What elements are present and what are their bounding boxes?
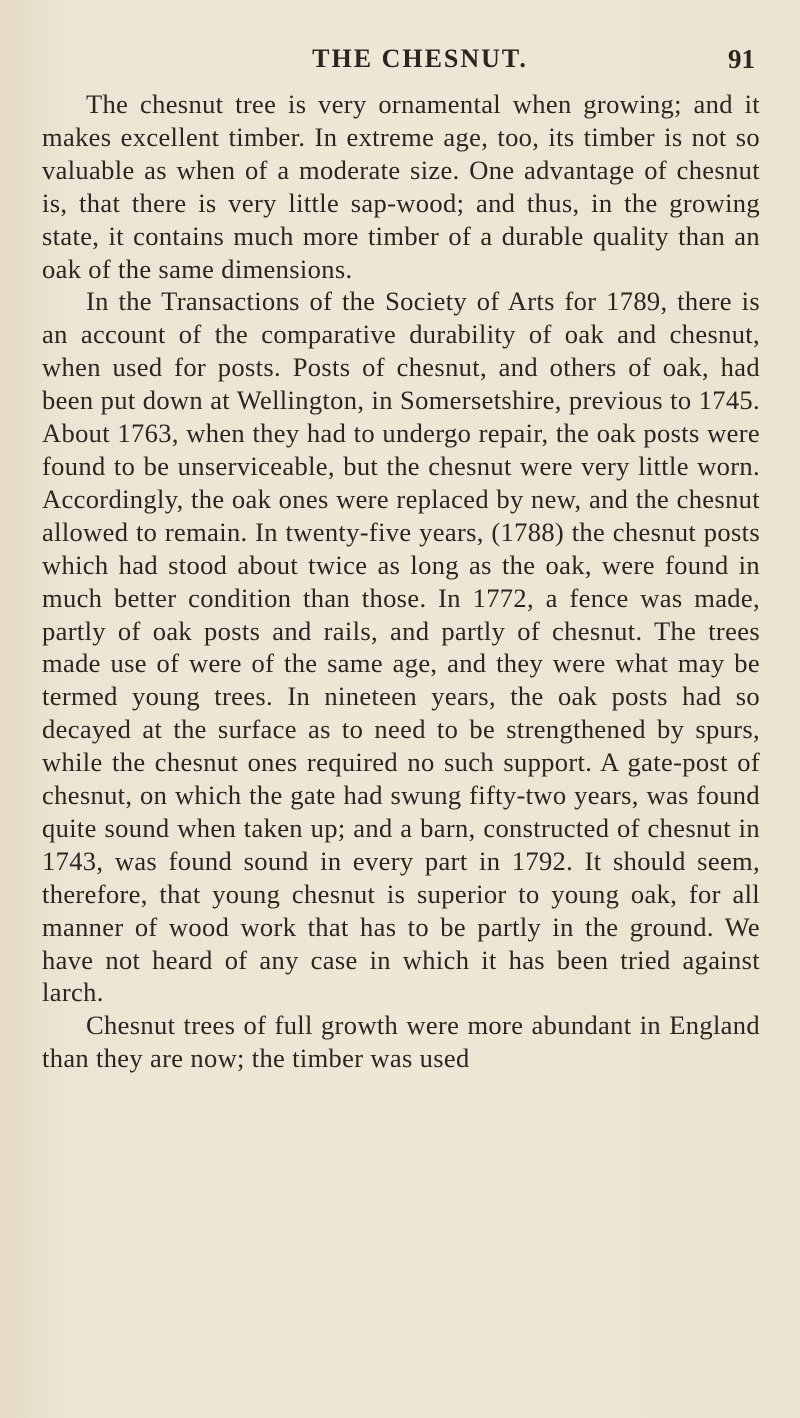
paragraph-1: The chesnut tree is very ornamental when growing; and it makes excellent timber. In extreme age, too, its timber is not so valuable as when of a moderate size. One advantage of chesnut is, that there is very little sap-wood; and thus, in the growing state, it contains much more timber of a durable quality than an oak of the same dimensions. <box>42 89 760 284</box>
page-number: 91 <box>728 44 755 74</box>
body-text <box>42 88 760 1075</box>
page-header <box>0 44 800 84</box>
paragraph-2: In the Transactions of the Society of Arts for 1789, there is an account of the comparative durability of oak and chesnut, when used for posts. Posts of chesnut, and others of oak, had been put down at Wellington, in Somersetshire, previous to 1745. About 1763, when they had to undergo repair, the oak posts were found to be unserviceable, but the chesnut were very little worn. Accordingly, the oak ones were replaced by new, and the chesnut allowed to remain. In twenty-five years, (1788) the chesnut posts which had stood about twice as long as the oak, were found in much better condition than those. In 1772, a fence was made, partly of oak posts and rails, and partly of chesnut. The trees made use of were of the same age, and they were what may be termed young trees. In nineteen years, the oak posts had so decayed at the surface as to need to be strengthened by spurs, while the chesnut ones required no such support. A gate-post of chesnut, on which the gate had swung fifty-two years, was found quite sound when taken up; and a barn, constructed of chesnut in 1743, was found sound in every part in 1792. It should seem, therefore, that young chesnut is superior to young oak, for all manner of wood work that has to be partly in the ground. We have not heard of any case in which it has been tried against larch. <box>42 286 760 1008</box>
paragraph-3: Chesnut trees of full growth were more abundant in England than they are now; the timber was used <box>42 1010 760 1074</box>
running-head: THE CHESNUT. <box>312 44 528 73</box>
